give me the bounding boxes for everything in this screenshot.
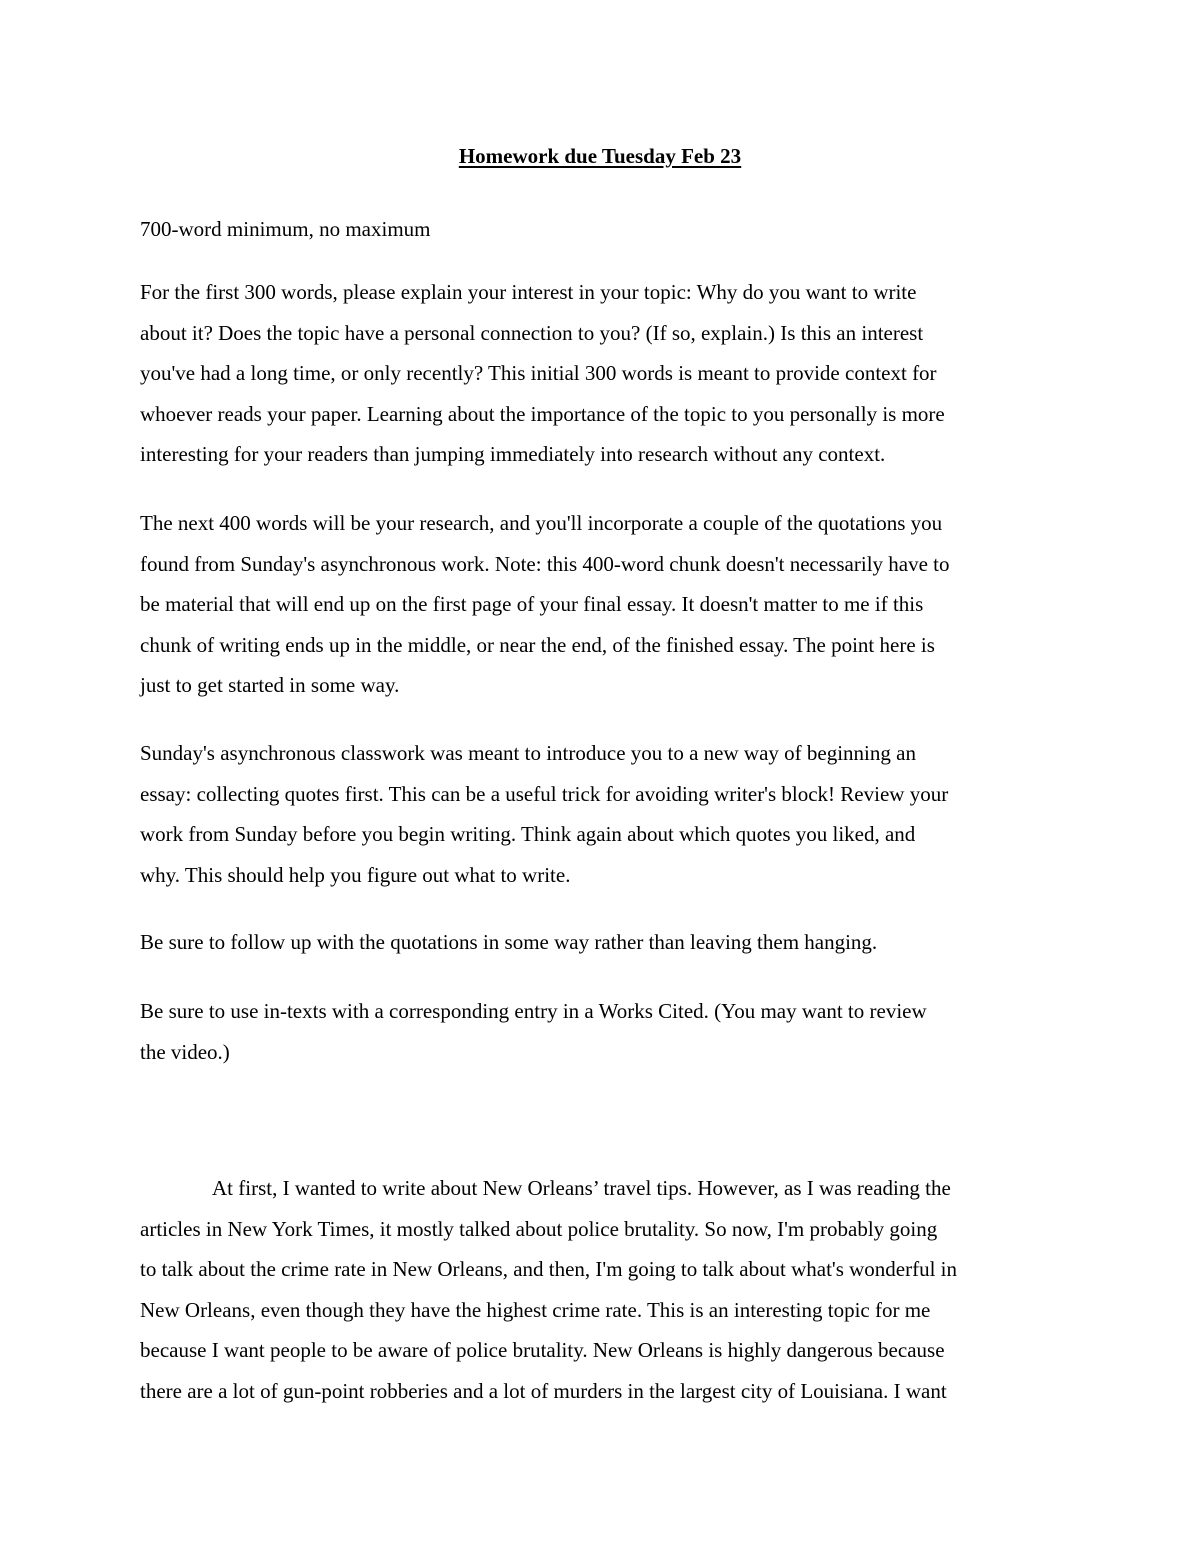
next-400-words-paragraph bbox=[140, 503, 1070, 706]
document-title: Homework due Tuesday Feb 23 bbox=[458, 144, 742, 168]
paragraph-line: interesting for your readers than jumping immediately into research without any context. bbox=[140, 442, 886, 466]
paragraph-line: found from Sunday's asynchronous work. Note: this 400-word chunk doesn't necessarily have to bbox=[140, 551, 950, 576]
paragraph-line: essay: collecting quotes first. This can be a useful trick for avoiding writer's block! Review your bbox=[140, 781, 949, 806]
paragraph-line: be material that will end up on the first page of your final essay. It doesn't matter to me if this bbox=[140, 592, 924, 616]
paragraph-line: whoever reads your paper. Learning about the importance of the topic to you personally is more bbox=[140, 401, 945, 426]
word-requirement-paragraph bbox=[140, 209, 1070, 250]
essay-paragraph bbox=[140, 1168, 1070, 1411]
paragraph-line: At first, I wanted to write about New Orleans’ travel tips. However, as I was reading the bbox=[212, 1176, 951, 1200]
paragraph-line: just to get started in some way. bbox=[140, 673, 400, 697]
paragraph-line: The next 400 words will be your research, and you'll incorporate a couple of the quotations you bbox=[140, 511, 943, 535]
paragraph-line: you've had a long time, or only recently? This initial 300 words is meant to provide context for bbox=[140, 361, 937, 385]
first-300-words-paragraph bbox=[140, 272, 1070, 475]
paragraph-line: the video.) bbox=[140, 1039, 230, 1064]
paragraph-line: chunk of writing ends up in the middle, or near the end, of the finished essay. The point here is bbox=[140, 632, 935, 657]
paragraph-line: For the first 300 words, please explain your interest in your topic: Why do you want to write bbox=[140, 280, 917, 304]
paragraph-line: about it? Does the topic have a personal connection to you? (If so, explain.) Is this an interest bbox=[140, 320, 924, 345]
paragraph-line: to talk about the crime rate in New Orleans, and then, I'm going to talk about what's wonderful in bbox=[140, 1257, 958, 1281]
paragraph-line: why. This should help you figure out what to write. bbox=[140, 862, 571, 887]
paragraph-line: Be sure to use in-texts with a corresponding entry in a Works Cited. (You may want to review bbox=[140, 999, 927, 1023]
paragraph-line: work from Sunday before you begin writing. Think again about which quotes you liked, and bbox=[140, 822, 916, 846]
paragraph-line: Be sure to follow up with the quotations in some way rather than leaving them hanging. bbox=[140, 930, 878, 954]
paragraph-line: Sunday's asynchronous classwork was meant to introduce you to a new way of beginning an bbox=[140, 741, 916, 765]
asynchronous-classwork-paragraph bbox=[140, 733, 1070, 895]
paragraph-line: there are a lot of gun-point robberies and a lot of murders in the largest city of Louisiana. I want bbox=[140, 1378, 947, 1403]
paragraph-line: New Orleans, even though they have the highest crime rate. This is an interesting topic for me bbox=[140, 1297, 931, 1322]
follow-up-quotations-paragraph bbox=[140, 922, 1070, 963]
works-cited-paragraph bbox=[140, 991, 1070, 1072]
paragraph-line: because I want people to be aware of police brutality. New Orleans is highly dangerous because bbox=[140, 1338, 945, 1362]
paragraph-line: 700-word minimum, no maximum bbox=[140, 217, 431, 241]
paragraph-line: articles in New York Times, it mostly talked about police brutality. So now, I'm probably going bbox=[140, 1216, 938, 1241]
